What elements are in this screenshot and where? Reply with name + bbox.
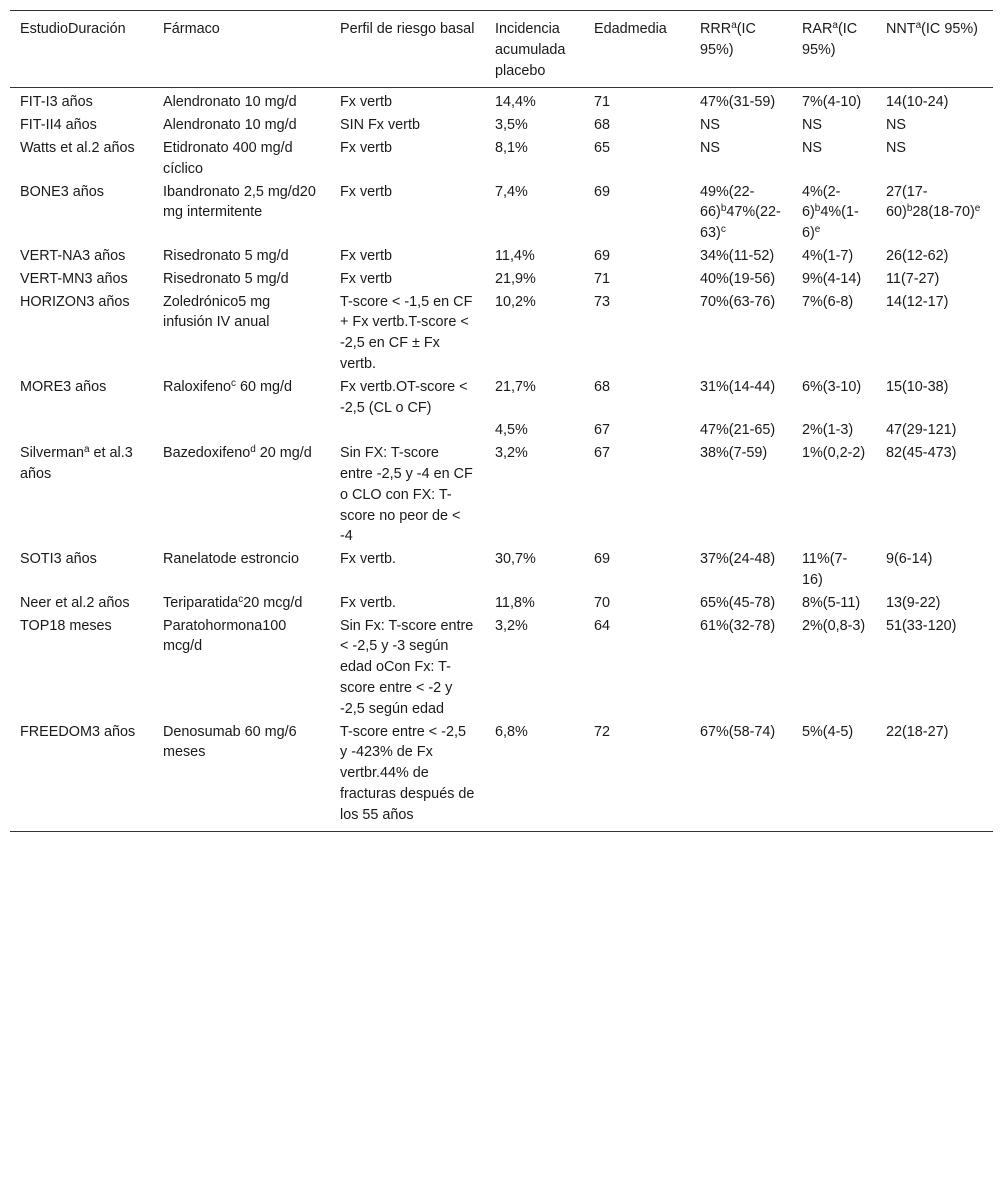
table-cell: TOP18 meses [20,617,112,634]
table-cell: SOTI3 años [20,551,97,568]
table-cell: 47%(21-65) [700,422,776,439]
table-cell: NS [886,117,906,134]
table-cell: FIT-II4 años [20,117,97,134]
table-cell: 47%(31-59) [700,94,776,111]
table-cell: 64 [594,617,611,634]
table-cell: Risedronato 5 mg/d [163,270,289,287]
table-cell: Fx vertb. [340,594,396,611]
table-cell: 69 [594,247,611,264]
column-header: Perfil de riesgo basal [340,21,475,37]
table-cell: Fx vertb. [340,551,396,568]
table-cell: 9%(4-14) [802,270,862,287]
table-cell: 14(10-24) [886,94,949,111]
table-cell: 4,5% [495,422,528,439]
table-cell: 6,8% [495,723,528,740]
table-cell: Raloxifeno$^c$ 60 mg/d [163,377,292,395]
table-cell: 67 [594,422,611,439]
table-row [10,268,993,291]
table-cell: FREEDOM3 años [20,723,136,740]
table-cell: Sin FX: T-score entre -2,5 y -4 en CF o CLO con FX: T-score no peor de < -4 [340,445,473,545]
table-cell: 11(7-27) [886,270,940,287]
table-cell: 69 [594,551,611,568]
table-cell: NS [886,139,906,156]
table-cell: 1%(0,2-2) [802,445,866,462]
table-cell: VERT-NA3 años [20,247,126,264]
table-cell: 70 [594,594,611,611]
table-cell: Ibandronato 2,5 mg/d20 mg intermitente [163,183,316,221]
table-cell: 67%(58-74) [700,723,776,740]
table-cell: Alendronato 10 mg/d [163,94,297,111]
table-cell: 13(9-22) [886,594,941,611]
table-cell: T-score < -1,5 en CF + Fx vertb.T-score < -2,5 en CF ± Fx vertb. [340,293,473,372]
table-cell: VERT-MN3 años [20,270,128,287]
table-cell: 2%(1-3) [802,422,854,439]
table-cell: 34%(11-52) [700,247,775,264]
fracture-risk-table [10,10,993,832]
table-cell: SIN Fx vertb [340,117,420,134]
table-body [10,88,993,832]
table-cell: $27(17-60)^b28(18-70)^e$ [886,183,981,221]
table-cell: 3,2% [495,617,528,634]
table-cell: 10,2% [495,293,536,310]
table-row [10,442,993,548]
table-row [10,114,993,137]
table-cell: 21,7% [495,378,536,395]
table-cell: 2%(0,8-3) [802,617,866,634]
table-cell: 9(6-14) [886,551,933,568]
table-row [10,88,993,114]
table-cell: Neer et al.2 años [20,594,130,611]
column-header: Incidencia acumulada placebo [495,21,566,79]
table-cell: Fx vertb [340,94,392,111]
table-cell: Fx vertb.OT-score < -2,5 (CL o CF) [340,378,468,416]
table-cell: Silverman$^a$ et al.3 años [20,444,133,482]
column-header: EstudioDuración [20,21,126,37]
table-cell: Fx vertb [340,183,392,200]
table-cell: 37%(24-48) [700,551,776,568]
table-cell: Fx vertb [340,247,392,264]
table-cell: 11%(7-16) [802,551,848,588]
table-row [10,721,993,832]
table-cell: 8,1% [495,139,528,156]
table-cell: Fx vertb [340,139,392,156]
table-cell: 21,9% [495,270,536,287]
header-row [10,11,993,88]
table-cell: 68 [594,117,611,134]
table-cell: BONE3 años [20,183,104,200]
table-cell: 15(10-38) [886,378,949,395]
table-cell: Etidronato 400 mg/d cíclico [163,139,293,177]
table-cell: 65%(45-78) [700,594,776,611]
column-header: RRR$^a$(IC 95%) [700,20,756,58]
table-row [10,137,993,181]
column-header: Edadmedia [594,21,667,37]
column-header: RAR$^a$(IC 95%) [802,20,858,58]
table-header [10,11,993,88]
table-cell: 71 [594,94,611,111]
table-cell: Zoledrónico5 mg infusión IV anual [163,293,271,331]
table-row [10,592,993,615]
table-cell: 7,4% [495,183,528,200]
table-cell: Fx vertb [340,270,392,287]
table-cell: 6%(3-10) [802,378,862,395]
column-header: NNT$^a$(IC 95%) [886,20,978,37]
table-cell: 38%(7-59) [700,445,768,462]
table-cell: 3,5% [495,117,528,134]
table-cell: 11,8% [495,594,535,611]
table-cell: 71 [594,270,611,287]
table-cell: Alendronato 10 mg/d [163,117,297,134]
table-cell: NS [700,117,720,134]
table-cell: 30,7% [495,551,536,568]
table-cell: Denosumab 60 mg/6 meses [163,723,297,761]
table-cell: 7%(6-8) [802,293,854,310]
table-cell: 51(33-120) [886,617,957,634]
table-cell: Ranelatode estroncio [163,551,300,568]
table-cell [10,419,153,442]
table-cell: 22(18-27) [886,723,949,740]
table-row [10,419,993,442]
table-cell: 65 [594,139,611,156]
table-cell: 47(29-121) [886,422,957,439]
table-cell: 7%(4-10) [802,94,862,111]
table-row [10,245,993,268]
table-cell: 14,4% [495,94,536,111]
table-cell: 67 [594,445,611,462]
table-cell: NS [700,139,720,156]
table-row [10,181,993,245]
table-cell: 11,4% [495,247,535,264]
table-cell: Bazedoxifeno$^d$ 20 mg/d [163,444,312,462]
table-row [10,376,993,420]
table-container [10,10,993,832]
table-cell: 68 [594,378,611,395]
table-cell [330,419,485,442]
table-cell: HORIZON3 años [20,293,130,310]
table-cell: 3,2% [495,445,528,462]
table-cell: 8%(5-11) [802,594,861,611]
table-cell: $49\%(22-66)^b47\%(22-63)^c$ [700,183,781,242]
table-cell: 72 [594,723,611,740]
table-cell: Teriparatida$^c$20 mcg/d [163,593,303,611]
table-cell: T-score entre < -2,5 y -423% de Fx vertbr.44% de fracturas después de los 55 años [340,723,475,823]
table-cell: 31%(14-44) [700,378,776,395]
table-cell: 61%(32-78) [700,617,776,634]
table-cell: 82(45-473) [886,445,957,462]
table-cell: Watts et al.2 años [20,139,135,156]
table-cell: 5%(4-5) [802,723,854,740]
table-cell: $4\%(2-6)^b4\%(1-6)^e$ [802,183,859,242]
table-cell: Sin Fx: T-score entre < -2,5 y -3 según edad oCon Fx: T-score entre < -2 y -2,5 según edad [340,617,474,717]
table-cell: Paratohormona100 mcg/d [163,617,287,655]
table-cell: 73 [594,293,611,310]
table-cell: 69 [594,183,611,200]
table-row [10,548,993,592]
table-cell: FIT-I3 años [20,94,93,111]
table-cell: NS [802,139,822,156]
table-cell: 4%(1-7) [802,247,854,264]
table-cell: 26(12-62) [886,247,949,264]
column-header: Fármaco [163,21,220,37]
table-row [10,291,993,376]
table-cell: MORE3 años [20,378,107,395]
table-cell: 70%(63-76) [700,293,776,310]
table-cell [153,419,330,442]
table-cell: 14(12-17) [886,293,949,310]
table-row [10,615,993,721]
table-cell: NS [802,117,822,134]
table-cell: Risedronato 5 mg/d [163,247,289,264]
table-cell: 40%(19-56) [700,270,776,287]
